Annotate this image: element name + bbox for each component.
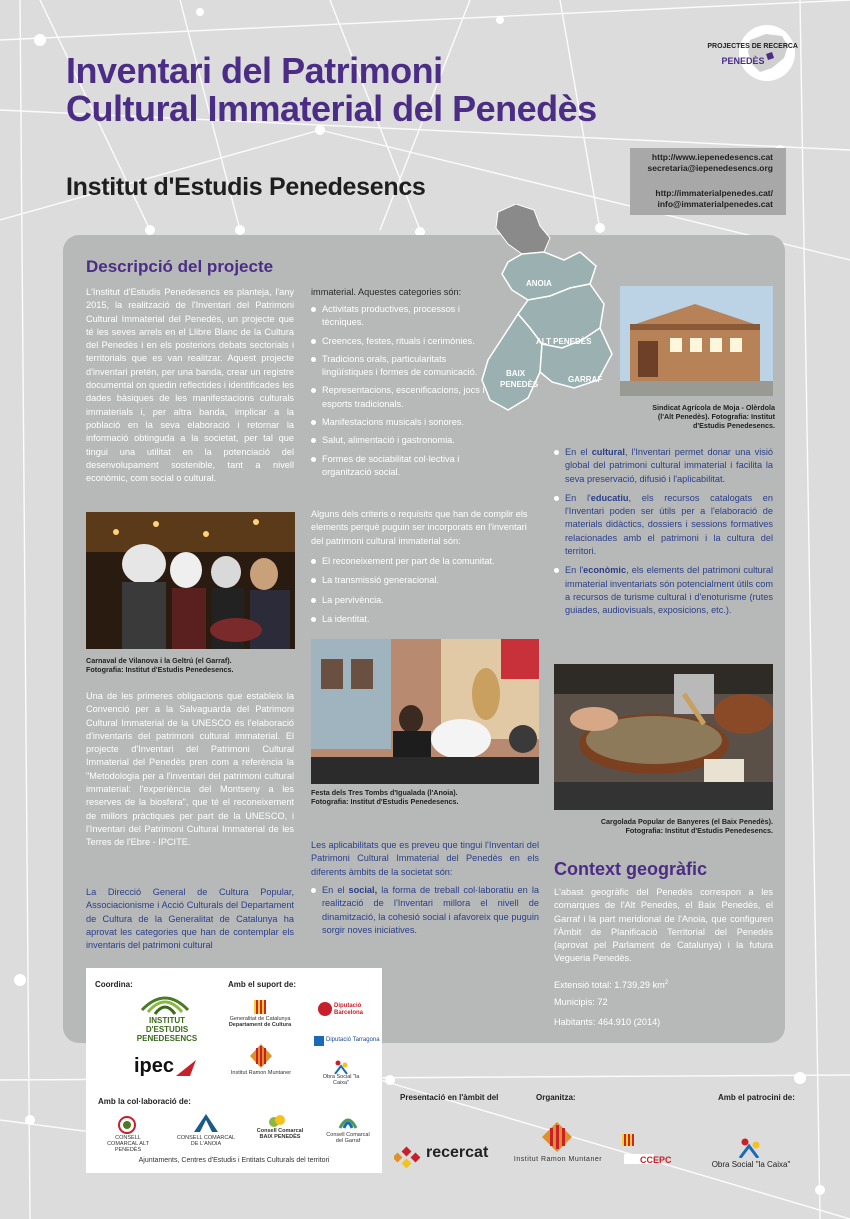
generalitat-text: Generalitat de Catalunya <box>229 1016 291 1022</box>
map-label-baix: BAIX <box>506 369 526 378</box>
anoia-text: CONSELL COMARCAL DE L'ANOIA <box>176 1135 236 1147</box>
category-item: Tradicions orals, particularitats lingüístiques i formes de comunicació. <box>311 353 491 380</box>
ccepc-logo: CCEPC <box>640 1155 672 1165</box>
photo-sindicat <box>620 286 773 396</box>
page-title <box>66 52 666 128</box>
suport-label: Amb el suport de: <box>228 980 297 989</box>
descripcio-paragraph-1: L'Institut d'Estudis Penedesencs es planteja, l'any 2015, la realització de l'Inventari del Patrimoni Cultural Immaterial del Penedès, un projecte que té les seves arrels en el Llibre Blanc de la Cultura del Penedès i en els posteriors debats sectorials i territorials que es van realitzar. Aquest projecte d'inventari pretén, per una banda, crear un registre documental on quedin reflectides i identificades les dades bàsiques de les manifestacions culturals immaterials i, per altra banda, implicar a la població en la seva elaboració i retornar la informació obtinguda a la societat, per tal que tingui una utilitat en la potenciació del desenvolupament sostenible, tant a nivell econòmic, com social o cultural. <box>86 287 294 484</box>
cultural-prefix: En el <box>565 447 592 457</box>
ramon-muntaner-text: Institut Ramon Muntaner <box>230 1070 292 1076</box>
la-caixa-icon <box>738 1138 762 1158</box>
baix-penedes-text: Consell Comarcal BAIX PENEDÈS <box>256 1128 304 1140</box>
email-1[interactable]: secretaria@iepenedesencs.org <box>647 163 773 173</box>
url-1[interactable]: http://www.iepenedesencs.cat <box>651 152 773 162</box>
badge-top: PROJECTES DE RECERCA <box>707 43 798 50</box>
photo-carnaval <box>86 512 295 649</box>
anoia-icon <box>194 1114 218 1132</box>
diputacio-tgn-icon <box>314 1036 324 1046</box>
iep-logo-text: INSTITUT D'ESTUDIS PENEDESENCS <box>136 1016 198 1043</box>
descripcio-heading: Descripció del projecte <box>86 257 274 276</box>
penedes-map <box>478 204 618 414</box>
educatiu-text: , els recursos catalogats en l'Inventari poden ser útils per a l'elaboració de materials didàctics, dossiers i sessions formatives relacionades amb el patrimoni i la cultura del territori. <box>565 492 773 557</box>
context-habitants: Habitants: 464.910 (2014) <box>554 1017 661 1027</box>
categories-intro: immaterial. Aquestes categories són: <box>311 287 462 297</box>
category-item: Salut, alimentació i gastronomia. <box>311 434 491 447</box>
descripcio-paragraph-3: La Direcció General de Cultura Popular, Associacionisme i Acció Culturals del Departament de Cultura de la Generalitat de Catalunya ha aprovat les categories que han de contemplar els inventaris del patrimoni cultural <box>86 887 294 951</box>
title-line-2: Cultural Immaterial del Penedès <box>66 88 597 129</box>
alt-penedes-icon <box>118 1116 136 1134</box>
applicability-educatiu <box>554 492 773 558</box>
category-item: Creences, festes, rituals i cerimònies. <box>311 335 491 348</box>
caption-sindicat-line-2: (l'Alt Penedès). Fotografia: Institut <box>657 412 775 421</box>
photo-cargolada <box>554 664 773 810</box>
generalitat-small-icon <box>622 1134 634 1146</box>
economic-keyword: econòmic <box>583 565 627 576</box>
educatiu-prefix: En l' <box>565 492 591 503</box>
criteria-item: La pervivència. <box>311 594 539 607</box>
category-item: Manifestacions musicals i sonores. <box>311 416 491 429</box>
criteria-item: El reconeixement per part de la comunitat. <box>311 555 539 568</box>
alt-penedes-text: CONSELL COMARCAL ALT PENEDÈS <box>107 1135 149 1153</box>
diputacio-tgn-text: Diputació Tarragona <box>326 1037 380 1043</box>
caption-carnaval <box>86 656 295 674</box>
context-heading: Context geogràfic <box>554 859 708 879</box>
logos-footer: Ajuntaments, Centres d'Estudis i Entitats Culturals del territori <box>138 1157 330 1164</box>
social-text: la forma de treball col·laboratiu en la realització de l'Inventari millora el nivell de dinamització, la cohesió social i afavoreix que puguin sorgir noves iniciatives. <box>322 885 539 935</box>
garraf-icon <box>338 1110 358 1130</box>
applicability-social-item <box>311 884 539 937</box>
educatiu-keyword: educatiu <box>590 492 629 503</box>
la-caixa-small-icon <box>333 1060 349 1074</box>
economic-text: , els elements del patrimoni cultural immaterial inventariats són potencialment útils com a recursos de turisme cultural i d'enoturisme (rutes guiades, audiovisuals, exposicions, etc.). <box>565 565 773 616</box>
map-label-garraf: GARRAF <box>568 375 603 384</box>
criteria-list <box>311 555 539 632</box>
diputacio-bcn-text: Diputació Barcelona <box>334 1003 364 1016</box>
categories-list <box>311 303 491 484</box>
caption-tombs-line-1: Festa dels Tres Tombs d'Igualada (l'Anoia). <box>311 788 458 797</box>
photo-tres-tombs <box>311 639 539 784</box>
social-keyword: social, <box>348 885 378 895</box>
caption-cargolada-line-2: Fotografia: Institut d'Estudis Penedesencs. <box>625 826 773 835</box>
extension-text: Extensió total: 1.739,29 km <box>554 980 665 991</box>
diputacio-bcn-icon <box>318 1002 332 1016</box>
map-label-anoia: ANOIA <box>526 279 552 288</box>
presentacio-label: Presentació en l'àmbit del <box>400 1093 499 1102</box>
caption-sindicat-line-1: Sindicat Agrícola de Moja - Olèrdola <box>652 403 775 412</box>
institution-name: Institut d'Estudis Penedesencs <box>66 173 426 201</box>
badge-region: PENEDÈS <box>721 56 765 66</box>
category-item: Activitats productives, processos i tècniques. <box>311 303 491 330</box>
email-2[interactable]: info@immaterialpenedes.cat <box>657 199 773 209</box>
caption-tombs-line-2: Fotografia: Institut d'Estudis Penedesencs. <box>311 797 459 806</box>
context-text: L'abast geogràfic del Penedès correspon a les comarques de l'Alt Penedès, el Baix Penedès, el Garraf i la part meridional de l'Anoia, que configuren l'Àmbit de Planificació Territorial del Penedès (aprovat pel Parlament de Catalunya) i la futura Vegueria Penedès. <box>554 887 773 964</box>
cultural-text: , l'Inventari permet donar una visió global del patrimoni cultural immaterial i facilita la seva preservació, difusió i l'aplicabilitat. <box>565 447 773 484</box>
applicability-social <box>311 884 539 942</box>
context-municipis: Municipis: 72 <box>554 997 608 1007</box>
obra-social-text: Obra Social "la Caixa" <box>711 1160 791 1169</box>
organitza-label: Organitza: <box>536 1093 576 1102</box>
context-extension <box>554 977 668 992</box>
cultural-keyword: cultural <box>591 447 625 457</box>
recercat-icon <box>394 1146 424 1170</box>
caption-carnaval-line-1: Carnaval de Vilanova i la Geltrú (el Garraf). <box>86 656 232 665</box>
dept-cultura-text: Departament de Cultura <box>228 1022 292 1028</box>
descripcio-paragraph-2: Una de les primeres obligacions que estableix la Convenció per a la Salvaguarda del Patrimoni Cultural Immaterial de la UNESCO és l'elaboració d'inventaris del patrimoni cultural immaterial. El projecte d'Inventari del Patrimoni Cultural Immaterial del Penedès pren com a referència la "Metodologia per a l'inventari del patrimoni cultural immaterial: l'experiència del Montseny a les reserves de la biosfera", que té el reconeixement de millors pràctiques per part de la UNESCO, i l'Inventari del Patrimoni Cultural Immaterial de les Terres de l'Ebre - IPCITE. <box>86 691 294 848</box>
project-badge <box>680 43 798 66</box>
contact-box-1 <box>630 148 786 186</box>
irm-icon <box>542 1122 572 1152</box>
social-prefix: En el <box>322 885 349 895</box>
applicability-economic <box>554 564 773 617</box>
coordina-label: Coordina: <box>95 980 133 989</box>
category-item: Representacions, escenificacions, jocs i esports tradicionals. <box>311 384 491 411</box>
caption-cargolada-line-1: Cargolada Popular de Banyeres (el Baix Penedès). <box>600 817 773 826</box>
criteria-intro: Alguns dels criteris o requisits que han de complir els elements perquè puguin ser incorporats en l'inventari del patrimoni cultural immaterial són: <box>311 509 528 546</box>
contact-box-2 <box>630 185 786 215</box>
garraf-text: Consell Comarcal del Garraf <box>326 1132 370 1144</box>
category-item: Formes de sociabilitat col·lectiva i organització social. <box>311 453 491 480</box>
map-label-alt-penedes: ALT PENEDÈS <box>536 337 592 346</box>
recercat-logo: recercat <box>426 1144 489 1161</box>
patrocini-label: Amb el patrocini de: <box>718 1093 795 1102</box>
caption-tres-tombs <box>311 788 539 806</box>
map-label-penedes: PENEDÈS <box>500 380 539 389</box>
obra-social-small-text: Obra Social "la Caixa" <box>322 1074 360 1086</box>
colaboracio-label: Amb la col·laboració de: <box>98 1097 191 1106</box>
caption-sindicat-line-3: d'Estudis Penedesencs. <box>693 421 775 430</box>
generalitat-icon <box>254 1000 266 1014</box>
applicabilities-intro: Les aplicabilitats que es preveu que tingui l'Inventari del Patrimoni Cultural Immaterial del Penedès en els diferents àmbits de la societat són: <box>311 840 539 877</box>
economic-prefix: En l' <box>565 565 584 576</box>
applicability-list <box>554 446 773 623</box>
ipec-logo: ipec <box>134 1055 175 1077</box>
criteria-item: La transmissió generacional. <box>311 574 539 587</box>
extension-sup: 2 <box>664 980 669 986</box>
iep-logo-icon <box>140 986 190 1016</box>
ramon-muntaner-icon <box>250 1044 272 1068</box>
applicability-cultural <box>554 446 773 486</box>
caption-sindicat <box>620 403 775 430</box>
caption-cargolada <box>554 817 773 835</box>
criteria-item: La identitat. <box>311 613 539 626</box>
caption-carnaval-line-2: Fotografia: Institut d'Estudis Penedesencs. <box>86 665 234 674</box>
ipec-mark-icon <box>176 1060 196 1076</box>
irm-text: Institut Ramon Muntaner <box>513 1156 603 1163</box>
title-line-1: Inventari del Patrimoni <box>66 50 443 91</box>
baix-penedes-icon <box>268 1114 286 1128</box>
url-2[interactable]: http://immaterialpenedes.cat/ <box>655 188 773 198</box>
